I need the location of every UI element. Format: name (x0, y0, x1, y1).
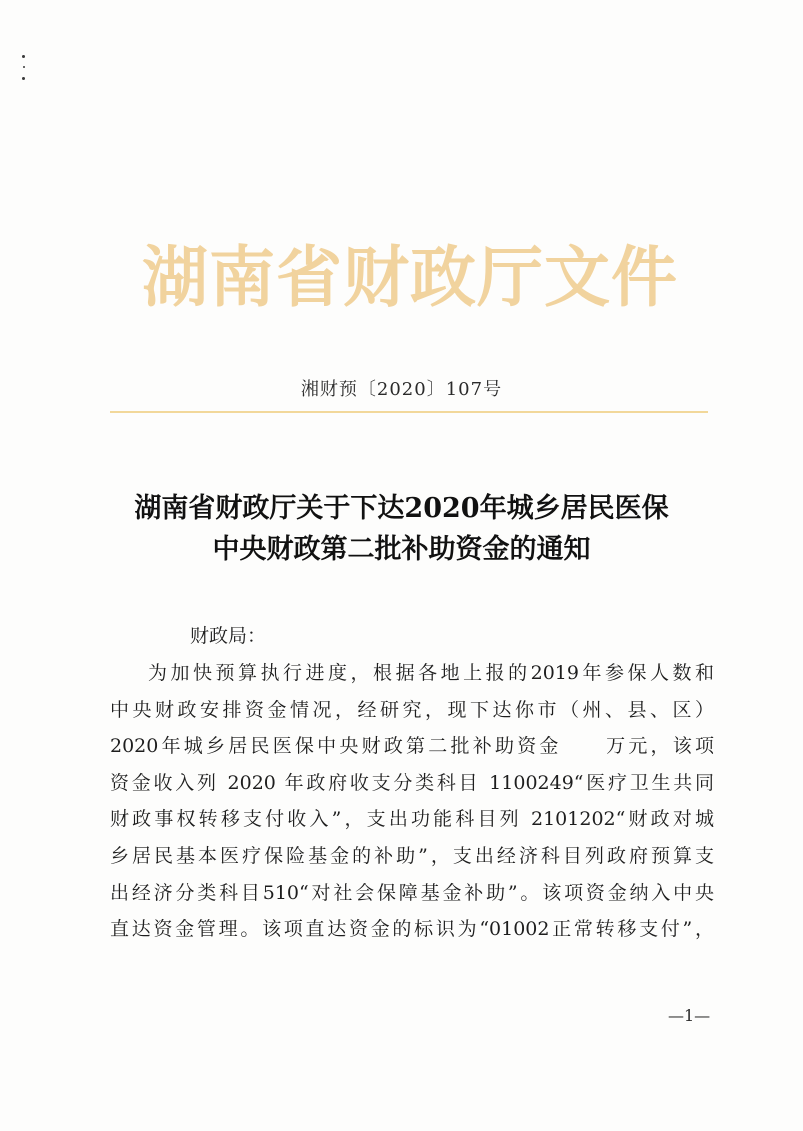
body-line: 乡居民基本医疗保险基金的补助”，支出经济科目列政府预算支 (110, 844, 714, 867)
page-number: —1— (668, 1006, 711, 1025)
notice-body (110, 655, 714, 948)
scan-speck (22, 77, 25, 80)
notice-title (95, 488, 708, 570)
header-divider-rule (110, 411, 708, 413)
salutation: 财政局： (190, 625, 267, 647)
agency-header-title: 湖南省财政厅文件 (142, 239, 678, 316)
body-line: 中央财政安排资金情况，经研究，现下达你市（州、县、区） (110, 698, 714, 721)
document-number: 湘财预〔2020〕107号 (300, 379, 503, 400)
body-line: 2020年城乡居民医保中央财政第二批补助资金 万元，该项 (110, 735, 714, 758)
scan-specks (22, 55, 26, 85)
body-line: 出经济分类科目510“对社会保障基金补助”。该项资金纳入中央 (110, 881, 714, 904)
notice-title-line-2: 中央财政第二批补助资金的通知 (212, 534, 591, 565)
notice-title-line-1: 湖南省财政厅关于下达2020年城乡居民医保 (134, 493, 669, 524)
body-line: 为加快预算执行进度，根据各地上报的2019年参保人数和 (148, 662, 714, 684)
body-line: 资金收入列 2020 年政府收支分类科目 1100249“医疗卫生共同 (110, 771, 714, 794)
scan-speck (22, 55, 25, 58)
scan-speck (23, 66, 25, 68)
body-line: 直达资金管理。该项直达资金的标识为“01002正常转移支付”， (110, 918, 714, 941)
body-line: 财政事权转移支付收入”，支出功能科目列 2101202“财政对城 (110, 808, 714, 831)
